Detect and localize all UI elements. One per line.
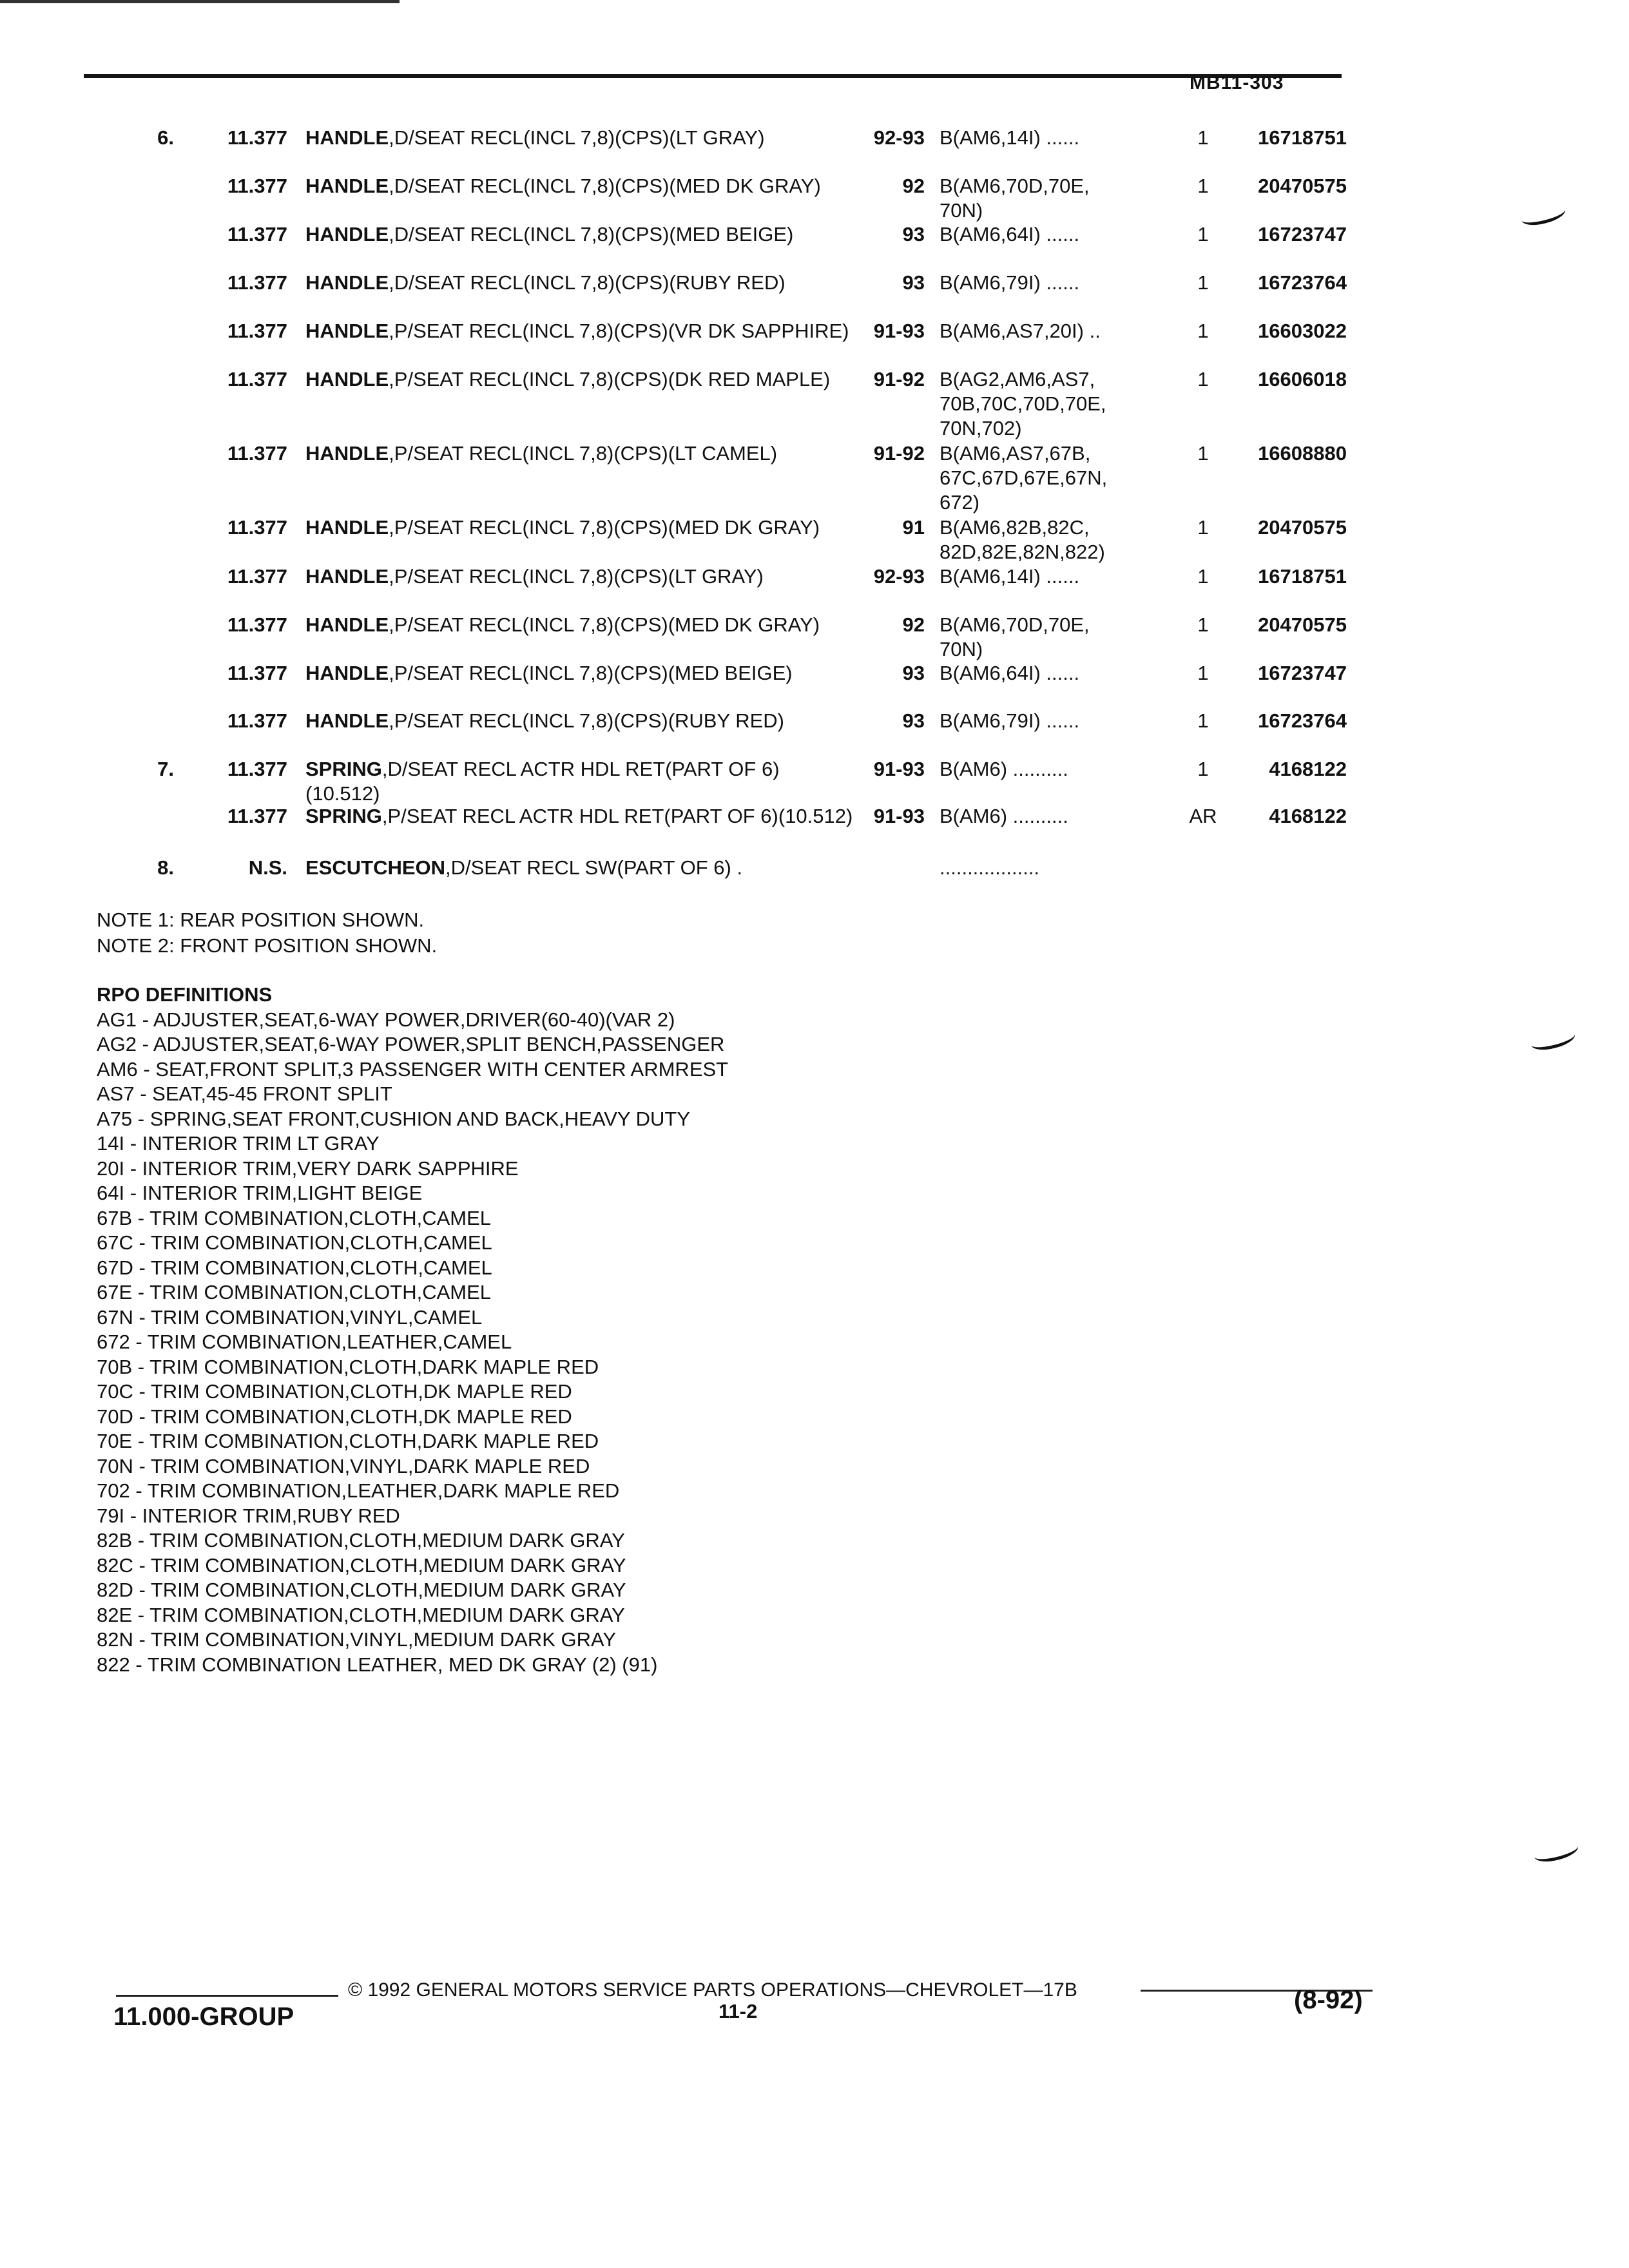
rpo-item: AS7 - SEAT,45-45 FRONT SPLIT <box>97 1082 392 1105</box>
model-years: 93 <box>902 709 925 732</box>
part-name: HANDLE <box>305 709 389 732</box>
part-number: 20470575 <box>1258 516 1347 539</box>
rpo-item: 79I - INTERIOR TRIM,RUBY RED <box>97 1504 400 1527</box>
ref-key: 6. <box>157 126 174 149</box>
part-number: 4168122 <box>1269 758 1347 780</box>
model-years: 92-93 <box>873 565 925 588</box>
group-number: N.S. <box>248 856 287 879</box>
model-years: 92-93 <box>873 126 925 149</box>
rpo-title: RPO DEFINITIONS <box>97 983 273 1006</box>
rpo-item: AM6 - SEAT,FRONT SPLIT,3 PASSENGER WITH CENTER ARMREST <box>97 1057 729 1081</box>
part-row <box>0 319 1629 370</box>
application: B(AM6,82B,82C, 82D,82E,82N,822) <box>940 516 1105 563</box>
part-row <box>0 564 1629 616</box>
quantity: 1 <box>1197 516 1209 539</box>
rpo-item: AG1 - ADJUSTER,SEAT,6-WAY POWER,DRIVER(60-40)(VAR 2) <box>97 1008 675 1031</box>
part-description <box>305 367 853 392</box>
application: .................. <box>940 856 1040 879</box>
part-row <box>0 126 1629 177</box>
part-description <box>305 319 853 343</box>
part-number: 16723764 <box>1258 271 1347 294</box>
rpo-item: AG2 - ADJUSTER,SEAT,6-WAY POWER,SPLIT BENCH,PASSENGER <box>97 1033 725 1055</box>
rpo-item: 82B - TRIM COMBINATION,CLOTH,MEDIUM DARK GRAY <box>97 1529 625 1552</box>
part-row <box>0 367 1629 439</box>
quantity: 1 <box>1197 613 1209 636</box>
part-description <box>305 661 853 686</box>
part-number: 20470575 <box>1258 613 1347 636</box>
group-number: 11.377 <box>227 613 287 636</box>
part-name: SPRING <box>305 805 382 827</box>
rpo-item: 70N - TRIM COMBINATION,VINYL,DARK MAPLE RED <box>97 1454 590 1477</box>
part-number: 16606018 <box>1258 368 1347 390</box>
rpo-item: 70C - TRIM COMBINATION,CLOTH,DK MAPLE RED <box>97 1380 572 1403</box>
group-number: 11.377 <box>227 516 287 539</box>
model-years: 91-92 <box>873 368 925 390</box>
part-detail: ,P/SEAT RECL(INCL 7,8)(CPS)(LT CAMEL) <box>389 442 778 465</box>
part-detail: ,D/SEAT RECL(INCL 7,8)(CPS)(MED DK GRAY) <box>389 175 821 197</box>
part-description <box>305 613 853 637</box>
part-name: HANDLE <box>305 368 389 390</box>
group-number: 11.377 <box>227 271 287 294</box>
group-number: 11.377 <box>227 662 287 684</box>
part-detail: ,P/SEAT RECL(INCL 7,8)(CPS)(MED DK GRAY) <box>389 516 820 539</box>
quantity: 1 <box>1197 175 1209 197</box>
group-number: 11.377 <box>227 709 287 732</box>
part-description <box>305 515 853 540</box>
part-description <box>305 126 853 150</box>
rpo-item: 82C - TRIM COMBINATION,CLOTH,MEDIUM DARK GRAY <box>97 1553 626 1577</box>
quantity: 1 <box>1197 368 1209 390</box>
quantity: AR <box>1189 805 1217 827</box>
rpo-item: 67E - TRIM COMBINATION,CLOTH,CAMEL <box>97 1281 492 1303</box>
model-years: 91-93 <box>873 758 925 780</box>
note-line: NOTE 1: REAR POSITION SHOWN. <box>97 908 425 931</box>
part-detail: ,D/SEAT RECL ACTR HDL RET(PART OF 6)(10.512) <box>305 758 780 805</box>
part-row <box>0 757 1629 809</box>
part-row <box>0 709 1629 760</box>
ref-key: 8. <box>157 856 174 879</box>
part-number: 16723747 <box>1258 223 1347 245</box>
part-row <box>0 271 1629 322</box>
part-detail: ,P/SEAT RECL(INCL 7,8)(CPS)(DK RED MAPLE) <box>389 368 831 390</box>
model-years: 91-93 <box>873 320 925 342</box>
application: B(AM6,AS7,67B, 67C,67D,67E,67N, 672) <box>940 442 1108 514</box>
part-number: 16718751 <box>1258 126 1347 149</box>
application: B(AG2,AM6,AS7, 70B,70C,70D,70E, 70N,702) <box>940 368 1106 439</box>
rpo-item: 822 - TRIM COMBINATION LEATHER, MED DK GRAY (2) (91) <box>97 1653 658 1676</box>
part-name: HANDLE <box>305 613 389 636</box>
quantity: 1 <box>1197 126 1209 149</box>
quantity: 1 <box>1197 709 1209 732</box>
part-name: HANDLE <box>305 223 389 245</box>
part-number: 16718751 <box>1258 565 1347 588</box>
part-name: HANDLE <box>305 126 389 149</box>
application: B(AM6,64I) ...... <box>940 662 1080 684</box>
application: B(AM6) .......... <box>940 758 1068 780</box>
part-number: 16723764 <box>1258 709 1347 732</box>
part-detail: ,P/SEAT RECL(INCL 7,8)(CPS)(VR DK SAPPHIRE) <box>389 320 849 342</box>
part-row <box>0 856 1629 907</box>
part-row <box>0 174 1629 226</box>
application: B(AM6,79I) ...... <box>940 709 1080 732</box>
model-years: 91 <box>902 516 925 539</box>
scan-edge-line <box>0 0 400 3</box>
part-detail: ,D/SEAT RECL(INCL 7,8)(CPS)(RUBY RED) <box>389 271 786 294</box>
model-years: 93 <box>902 662 925 684</box>
group-number: 11.377 <box>227 126 287 149</box>
rpo-item: 64I - INTERIOR TRIM,LIGHT BEIGE <box>97 1182 423 1204</box>
quantity: 1 <box>1197 565 1209 588</box>
binder-hole-mark <box>1529 1026 1577 1053</box>
part-name: HANDLE <box>305 271 389 294</box>
rpo-item: 672 - TRIM COMBINATION,LEATHER,CAMEL <box>97 1331 512 1353</box>
footer-rule <box>116 1995 338 1997</box>
part-name: HANDLE <box>305 320 389 342</box>
rpo-item: 702 - TRIM COMBINATION,LEATHER,DARK MAPLE RED <box>97 1479 620 1502</box>
note-line: NOTE 2: FRONT POSITION SHOWN. <box>97 934 438 957</box>
group-number: 11.377 <box>227 805 287 827</box>
part-description <box>305 709 853 733</box>
part-name: HANDLE <box>305 662 389 684</box>
quantity: 1 <box>1197 223 1209 245</box>
part-row <box>0 515 1629 567</box>
part-detail: ,P/SEAT RECL(INCL 7,8)(CPS)(MED DK GRAY) <box>389 613 820 636</box>
part-detail: ,P/SEAT RECL(INCL 7,8)(CPS)(LT GRAY) <box>389 565 764 588</box>
part-name: ESCUTCHEON <box>305 856 446 879</box>
rpo-item: 70E - TRIM COMBINATION,CLOTH,DARK MAPLE RED <box>97 1430 599 1452</box>
quantity: 1 <box>1197 442 1209 465</box>
application: B(AM6,70D,70E, 70N) <box>940 175 1090 222</box>
model-years: 92 <box>902 175 925 197</box>
part-description <box>305 564 853 589</box>
part-name: HANDLE <box>305 516 389 539</box>
application: B(AM6) .......... <box>940 805 1068 827</box>
part-detail: ,D/SEAT RECL SW(PART OF 6) . <box>445 856 743 879</box>
application: B(AM6,14I) ...... <box>940 565 1080 588</box>
group-number: 11.377 <box>227 175 287 197</box>
part-number: 4168122 <box>1269 805 1347 827</box>
binder-hole-mark <box>1532 1838 1580 1865</box>
rpo-item: 67D - TRIM COMBINATION,CLOTH,CAMEL <box>97 1256 492 1279</box>
notes-section <box>97 907 437 959</box>
part-row <box>0 222 1629 274</box>
footer-date: (8-92) <box>1294 1986 1363 2014</box>
group-number: 11.377 <box>227 223 287 245</box>
part-detail: ,P/SEAT RECL(INCL 7,8)(CPS)(RUBY RED) <box>389 709 784 732</box>
rpo-item: 70D - TRIM COMBINATION,CLOTH,DK MAPLE RED <box>97 1405 572 1428</box>
part-description <box>305 222 853 247</box>
part-name: SPRING <box>305 758 382 780</box>
footer-copyright: © 1992 GENERAL MOTORS SERVICE PARTS OPERATIONS—CHEVROLET—17B <box>348 1979 1077 2001</box>
part-row <box>0 661 1629 713</box>
rpo-item: 82D - TRIM COMBINATION,CLOTH,MEDIUM DARK GRAY <box>97 1579 626 1601</box>
part-number: 16608880 <box>1258 442 1347 465</box>
group-number: 11.377 <box>227 320 287 342</box>
part-description <box>305 174 853 198</box>
part-detail: ,D/SEAT RECL(INCL 7,8)(CPS)(LT GRAY) <box>389 126 765 149</box>
rpo-item: 82E - TRIM COMBINATION,CLOTH,MEDIUM DARK GRAY <box>97 1603 625 1626</box>
quantity: 1 <box>1197 320 1209 342</box>
part-name: HANDLE <box>305 565 389 588</box>
part-number: 20470575 <box>1258 175 1347 197</box>
part-detail: ,D/SEAT RECL(INCL 7,8)(CPS)(MED BEIGE) <box>389 223 794 245</box>
part-description <box>305 271 853 295</box>
model-years: 93 <box>902 271 925 294</box>
page-code: MB11-303 <box>1190 72 1284 93</box>
part-description <box>305 804 853 829</box>
model-years: 91-93 <box>873 805 925 827</box>
part-name: HANDLE <box>305 175 389 197</box>
part-name: HANDLE <box>305 442 389 465</box>
rpo-item: 20I - INTERIOR TRIM,VERY DARK SAPPHIRE <box>97 1157 519 1180</box>
group-number: 11.377 <box>227 368 287 390</box>
part-description <box>305 757 853 806</box>
part-description <box>305 856 853 880</box>
part-description <box>305 441 853 466</box>
rpo-item: A75 - SPRING,SEAT FRONT,CUSHION AND BACK,HEAVY DUTY <box>97 1107 691 1130</box>
part-row <box>0 804 1629 856</box>
part-number: 16723747 <box>1258 662 1347 684</box>
part-detail: ,P/SEAT RECL ACTR HDL RET(PART OF 6)(10.512) <box>381 805 853 827</box>
rpo-item: 67N - TRIM COMBINATION,VINYL,CAMEL <box>97 1305 483 1329</box>
group-number: 11.377 <box>227 442 287 465</box>
application: B(AM6,64I) ...... <box>940 223 1080 245</box>
rpo-item: 67C - TRIM COMBINATION,CLOTH,CAMEL <box>97 1231 492 1254</box>
application: B(AM6,79I) ...... <box>940 271 1080 294</box>
group-number: 11.377 <box>227 758 287 780</box>
rpo-item: 67B - TRIM COMBINATION,CLOTH,CAMEL <box>97 1206 492 1229</box>
rpo-item: 14I - INTERIOR TRIM LT GRAY <box>97 1132 380 1155</box>
rpo-item: 82N - TRIM COMBINATION,VINYL,MEDIUM DARK GRAY <box>97 1628 617 1651</box>
application: B(AM6,AS7,20I) .. <box>940 320 1101 342</box>
quantity: 1 <box>1197 758 1209 780</box>
quantity: 1 <box>1197 271 1209 294</box>
footer-group: 11.000-GROUP <box>113 2003 294 2031</box>
application: B(AM6,70D,70E, 70N) <box>940 613 1090 660</box>
rpo-definitions <box>97 983 728 1677</box>
part-detail: ,P/SEAT RECL(INCL 7,8)(CPS)(MED BEIGE) <box>389 662 793 684</box>
footer-page-number: 11-2 <box>718 2000 758 2023</box>
part-row <box>0 613 1629 664</box>
model-years: 91-92 <box>873 442 925 465</box>
part-row <box>0 441 1629 514</box>
quantity: 1 <box>1197 662 1209 684</box>
part-number: 16603022 <box>1258 320 1347 342</box>
application: B(AM6,14I) ...... <box>940 126 1080 149</box>
header-rule <box>84 74 1342 78</box>
model-years: 92 <box>902 613 925 636</box>
group-number: 11.377 <box>227 565 287 588</box>
ref-key: 7. <box>157 758 174 780</box>
rpo-item: 70B - TRIM COMBINATION,CLOTH,DARK MAPLE RED <box>97 1355 599 1378</box>
model-years: 93 <box>902 223 925 245</box>
